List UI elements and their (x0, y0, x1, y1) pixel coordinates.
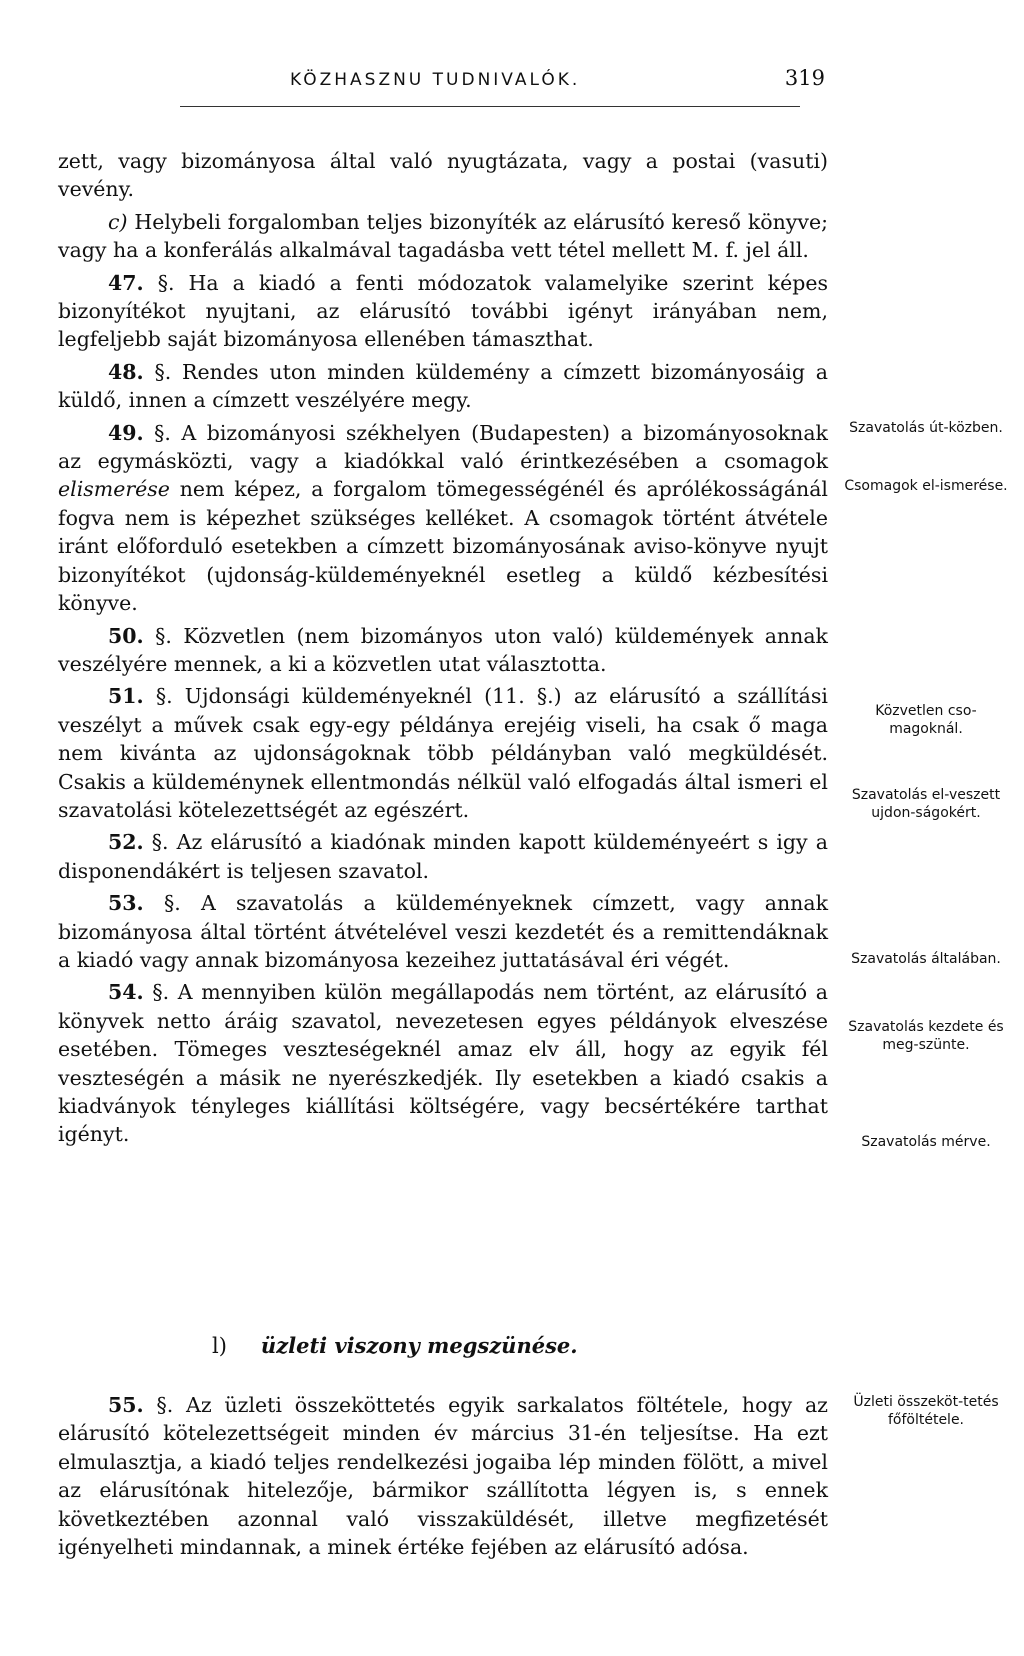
section-label: l) (212, 1334, 227, 1358)
paragraph-number: 50. (108, 623, 144, 648)
paragraph-text: §. Rendes uton minden küldemény a címzett bizományosáig a küldő, innen a címzett veszélyére megy. (58, 359, 828, 413)
item-label: c) (108, 209, 128, 234)
paragraph-text: §. A mennyiben külön megállapodás nem történt, az elárusító a könyvek netto áráig szavatol, nevezetesen egyes példányok elveszése esetében. Tömeges veszteségeknél amaz elv áll, hogy az egyik fél veszteségén a másik ne nyerészkedjék. Ily esetekben a kiadó csakis a kiadványok tényleges kiállítási költségére, vagy becsértékére tarthat igényt. (58, 980, 828, 1147)
paragraph-50 (58, 622, 828, 679)
paragraph-number: 49. (108, 420, 144, 445)
header-rule (180, 106, 800, 107)
paragraph-number: 54. (108, 980, 144, 1005)
emphasized-word: elismerése (58, 477, 170, 502)
main-text-section-l (58, 1391, 828, 1561)
paragraph-text: §. Az elárusító a kiadónak minden kapott küldeményeért s igy a disponendákért is teljesen szavatol. (58, 830, 828, 883)
paragraph-text: §. Közvetlen (nem bizományos uton való) küldemények annak veszélyére mennek, a ki a közvetlen utat választotta. (58, 623, 828, 676)
paragraph-51 (58, 682, 828, 824)
paragraph-number: 51. (108, 684, 144, 709)
paragraph-text: §. A szavatolás a küldeményeknek címzett, vagy annak bizományosa által történt átvételével veszi kezdetét és a remittendáknak a kiadó vagy annak bizományosa kezeihez juttatásával éri végét. (58, 891, 828, 972)
paragraph-47 (58, 269, 828, 354)
paragraph-48 (58, 358, 828, 415)
margin-note-51: Szavatolás el-veszett ujdon-ságokért. (851, 787, 1001, 821)
paragraph-52 (58, 828, 828, 885)
margin-note-52: Szavatolás általában. (851, 951, 1001, 967)
paragraph-54 (58, 978, 828, 1148)
running-title: KÖZHASZNU TUDNIVALÓK. (290, 70, 581, 90)
paragraph-text: §. Ujdonsági küldeményeknél (11. §.) az elárusító a szállítási veszélyt a művek csak egy-egy példánya erejéig viseli, ha csak ő maga nem kivánta az ujdonságoknak több példányban való megküldését. Csakis a küldeménynek ellentmondás nélkül való elfogadás által ismeri el szavatolási kötelezettségét az egészért. (58, 684, 828, 822)
paragraph-c (58, 208, 828, 265)
paragraph-text: §. Az üzleti összeköttetés egyik sarkalatos föltétele, hogy az elárusító kötelezettségeit minden év március 31-én teljesítse. Ha ezt elmulasztja, a kiadó teljes rendelkezési jogaiba lép minden fölött, a mivel az elárusítónak hitelezője, bármikor szállította légyen is, s ennek következtében azonnal való visszaküldését, illetve megfizetését igényelheti mindannak, a minek értéke fejében az elárusító adósa. (58, 1393, 828, 1560)
paragraph-49 (58, 419, 828, 618)
paragraph-text: §. Ha a kiadó a fenti módozatok valamelyike szerint képes bizonyítékot nyujtani, az elárusító további igényt irányában nem, legfeljebb saját bizományosa ellenében támaszthat. (58, 270, 828, 352)
margin-note-50: Közvetlen cso-magoknál. (875, 703, 977, 737)
margin-note-55: Üzleti összeköt-tetés főföltétele. (853, 1394, 999, 1428)
paragraph-number: 52. (108, 830, 144, 855)
margin-note-49: Csomagok el-ismerése. (844, 478, 1008, 494)
section-title: üzleti viszony megszünése. (260, 1333, 578, 1358)
page-number: 319 (784, 66, 825, 90)
paragraph-text: Helybeli forgalomban teljes bizonyíték az elárusító kereső könyve; vagy ha a konferálás alkalmával tagadásba vett tétel mellett M. f. jel áll. (58, 209, 828, 263)
paragraph-53 (58, 889, 828, 974)
paragraph-continuation: zett, vagy bizományosa által való nyugtázata, vagy a postai (vasuti) vevény. (58, 149, 828, 202)
paragraph-text: §. A bizományosi székhelyen (Budapesten) a bizományosoknak az egymásközti, vagy a kiadókkal való érintkezésében a csomagok (58, 420, 828, 474)
section-heading (212, 1333, 578, 1358)
paragraph-number: 48. (108, 359, 144, 384)
paragraph-55 (58, 1391, 828, 1561)
margin-note-53: Szavatolás kezdete és meg-szünte. (848, 1019, 1004, 1053)
paragraph-number: 55. (108, 1393, 144, 1417)
page-header (290, 66, 840, 100)
paragraph-text: nem képez, a forgalom tömegességénél és aprólékosságánál fogva nem is képezhet szükséges kelléket. A csomagok történt átvétele iránt előforduló esetekben a címzett bizományosának aviso-könyve nyujt bizonyítékot (ujdonság-küldeményeknél esetleg a küldő kézbesítési könyve. (58, 477, 828, 616)
margin-note-54: Szavatolás mérve. (861, 1134, 991, 1150)
paragraph-number: 53. (108, 891, 144, 916)
margin-note-48: Szavatolás út-közben. (849, 420, 1003, 436)
paragraph-number: 47. (108, 270, 144, 295)
main-text (58, 147, 828, 1153)
